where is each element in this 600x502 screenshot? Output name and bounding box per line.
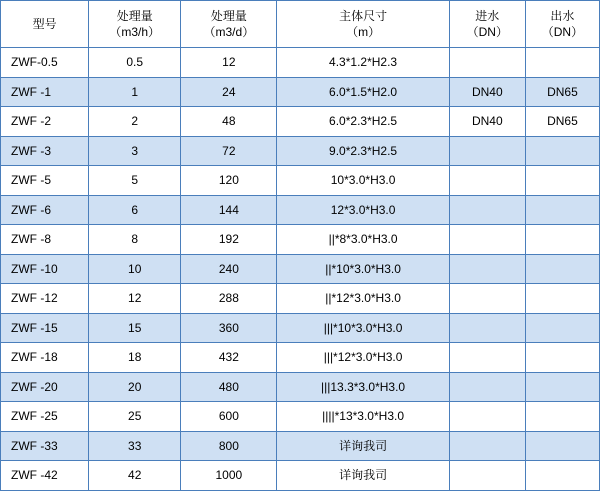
cell-dimensions: 10*3.0*H3.0	[277, 166, 449, 196]
cell-outlet	[525, 461, 599, 491]
cell-inlet: DN40	[449, 77, 525, 107]
cell-outlet	[525, 166, 599, 196]
header-inlet-line1: 进水	[475, 8, 500, 23]
cell-dimensions: ||*10*3.0*H3.0	[277, 254, 449, 284]
cell-inlet	[449, 225, 525, 255]
table-row	[1, 372, 600, 402]
cell-inlet	[449, 284, 525, 314]
cell-capacity-hourly: 8	[89, 225, 181, 255]
cell-capacity-daily: 120	[181, 166, 277, 196]
cell-inlet	[449, 313, 525, 343]
cell-dimensions: 详询我司	[277, 461, 449, 491]
cell-inlet	[449, 431, 525, 461]
cell-capacity-hourly: 12	[89, 284, 181, 314]
cell-model: ZWF -5	[1, 166, 89, 196]
cell-capacity-hourly: 2	[89, 107, 181, 137]
table-row	[1, 107, 600, 137]
cell-model: ZWF -3	[1, 136, 89, 166]
cell-outlet	[525, 284, 599, 314]
cell-capacity-daily: 192	[181, 225, 277, 255]
cell-capacity-daily: 1000	[181, 461, 277, 491]
header-capacity-daily-line2: （m3/d）	[203, 25, 255, 39]
cell-capacity-daily: 800	[181, 431, 277, 461]
cell-inlet	[449, 48, 525, 78]
table-row	[1, 461, 600, 491]
cell-outlet: DN65	[525, 107, 599, 137]
cell-dimensions: ||*12*3.0*H3.0	[277, 284, 449, 314]
cell-capacity-hourly: 5	[89, 166, 181, 196]
header-dimensions-line2: （m）	[346, 25, 381, 39]
table-header	[1, 1, 600, 48]
header-cell-capacity-daily	[181, 1, 277, 48]
cell-outlet: DN65	[525, 77, 599, 107]
cell-model: ZWF -6	[1, 195, 89, 225]
cell-model: ZWF -25	[1, 402, 89, 432]
cell-capacity-hourly: 42	[89, 461, 181, 491]
table-row	[1, 136, 600, 166]
cell-outlet	[525, 343, 599, 373]
cell-capacity-daily: 432	[181, 343, 277, 373]
cell-capacity-hourly: 25	[89, 402, 181, 432]
cell-inlet	[449, 254, 525, 284]
cell-inlet	[449, 195, 525, 225]
cell-capacity-daily: 12	[181, 48, 277, 78]
cell-outlet	[525, 136, 599, 166]
cell-dimensions: ||||*13*3.0*H3.0	[277, 402, 449, 432]
cell-capacity-daily: 240	[181, 254, 277, 284]
cell-dimensions: 详询我司	[277, 431, 449, 461]
table-row	[1, 313, 600, 343]
cell-model: ZWF -20	[1, 372, 89, 402]
cell-capacity-hourly: 6	[89, 195, 181, 225]
table-row	[1, 343, 600, 373]
cell-capacity-daily: 360	[181, 313, 277, 343]
cell-model: ZWF -33	[1, 431, 89, 461]
cell-capacity-daily: 72	[181, 136, 277, 166]
cell-capacity-daily: 480	[181, 372, 277, 402]
cell-model: ZWF -12	[1, 284, 89, 314]
header-cell-outlet	[525, 1, 599, 48]
cell-outlet	[525, 372, 599, 402]
cell-inlet	[449, 402, 525, 432]
header-cell-dimensions	[277, 1, 449, 48]
cell-dimensions: |||13.3*3.0*H3.0	[277, 372, 449, 402]
cell-model: ZWF -2	[1, 107, 89, 137]
cell-outlet	[525, 48, 599, 78]
cell-dimensions: 6.0*1.5*H2.0	[277, 77, 449, 107]
cell-capacity-hourly: 33	[89, 431, 181, 461]
header-cell-inlet	[449, 1, 525, 48]
cell-model: ZWF -15	[1, 313, 89, 343]
cell-outlet	[525, 254, 599, 284]
cell-outlet	[525, 431, 599, 461]
cell-dimensions: |||*12*3.0*H3.0	[277, 343, 449, 373]
cell-inlet	[449, 136, 525, 166]
cell-model: ZWF -18	[1, 343, 89, 373]
cell-model: ZWF-0.5	[1, 48, 89, 78]
cell-capacity-daily: 288	[181, 284, 277, 314]
cell-inlet: DN40	[449, 107, 525, 137]
table-row	[1, 284, 600, 314]
cell-dimensions: 4.3*1.2*H2.3	[277, 48, 449, 78]
table-row	[1, 48, 600, 78]
header-outlet-line1: 出水	[550, 8, 575, 23]
cell-outlet	[525, 225, 599, 255]
cell-outlet	[525, 402, 599, 432]
table-row	[1, 431, 600, 461]
cell-model: ZWF -42	[1, 461, 89, 491]
header-model-line1: 型号	[32, 16, 57, 31]
header-cell-capacity-hourly	[89, 1, 181, 48]
table-row	[1, 195, 600, 225]
cell-capacity-hourly: 3	[89, 136, 181, 166]
cell-outlet	[525, 313, 599, 343]
table-body	[1, 48, 600, 491]
cell-capacity-hourly: 20	[89, 372, 181, 402]
cell-dimensions: |||*10*3.0*H3.0	[277, 313, 449, 343]
cell-inlet	[449, 372, 525, 402]
cell-capacity-hourly: 0.5	[89, 48, 181, 78]
cell-capacity-daily: 24	[181, 77, 277, 107]
table-row	[1, 225, 600, 255]
cell-dimensions: 12*3.0*H3.0	[277, 195, 449, 225]
table-row	[1, 402, 600, 432]
cell-inlet	[449, 343, 525, 373]
cell-capacity-hourly: 1	[89, 77, 181, 107]
header-capacity-hourly-line1: 处理量	[116, 8, 153, 23]
cell-inlet	[449, 461, 525, 491]
cell-outlet	[525, 195, 599, 225]
cell-capacity-hourly: 15	[89, 313, 181, 343]
cell-dimensions: 6.0*2.3*H2.5	[277, 107, 449, 137]
header-dimensions-line1: 主体尺寸	[339, 8, 388, 23]
table-header-row	[1, 1, 600, 48]
table-row	[1, 254, 600, 284]
cell-dimensions: 9.0*2.3*H2.5	[277, 136, 449, 166]
cell-capacity-hourly: 18	[89, 343, 181, 373]
cell-model: ZWF -10	[1, 254, 89, 284]
header-capacity-hourly-line2: （m3/h）	[109, 25, 161, 39]
cell-inlet	[449, 166, 525, 196]
cell-capacity-daily: 144	[181, 195, 277, 225]
header-capacity-daily-line1: 处理量	[210, 8, 247, 23]
table-row	[1, 77, 600, 107]
cell-capacity-daily: 600	[181, 402, 277, 432]
cell-capacity-daily: 48	[181, 107, 277, 137]
cell-capacity-hourly: 10	[89, 254, 181, 284]
table-row	[1, 166, 600, 196]
header-outlet-line2: （DN）	[541, 25, 584, 39]
cell-dimensions: ||*8*3.0*H3.0	[277, 225, 449, 255]
header-inlet-line2: （DN）	[466, 25, 508, 39]
cell-model: ZWF -1	[1, 77, 89, 107]
cell-model: ZWF -8	[1, 225, 89, 255]
header-cell-model	[1, 1, 89, 48]
